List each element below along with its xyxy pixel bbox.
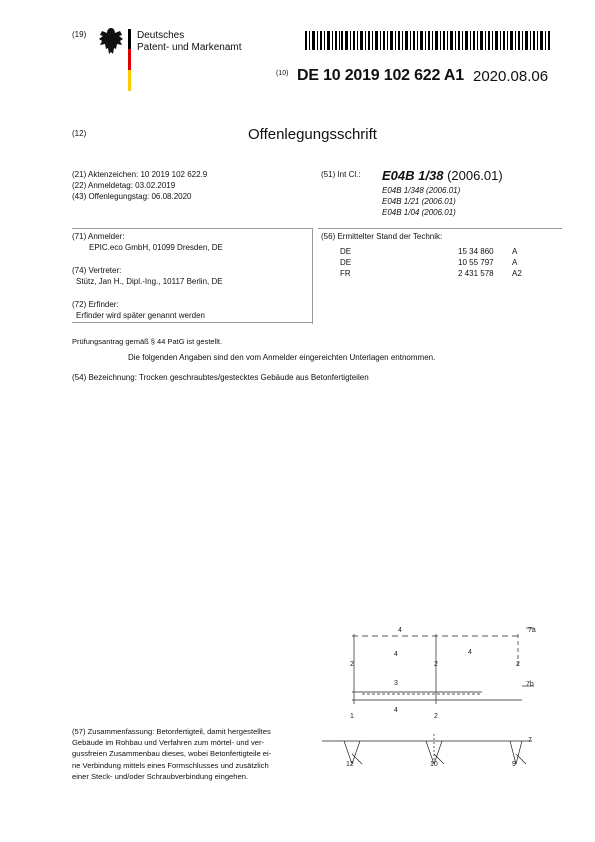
figure-label: 2 [434, 713, 438, 720]
barcode [305, 31, 551, 50]
filing-date: (22) Anmeldetag: 03.02.2019 [72, 181, 176, 190]
inventor-label: (72) Erfinder: [72, 300, 119, 309]
representative-label: (74) Vertreter: [72, 266, 122, 275]
applicant-block [72, 231, 223, 253]
exam-request-note: Prüfungsantrag gemäß § 44 PatG ist gestellt. [72, 337, 223, 346]
prior-art-country: DE [340, 258, 352, 267]
figure-label: 10 [430, 761, 438, 768]
prior-art-row [340, 268, 560, 279]
office-name [137, 30, 242, 54]
prior-art-kind: A [512, 258, 518, 267]
federal-eagle-logo [96, 26, 126, 60]
applicant-value: EPIC.eco GmbH, 01099 Dresden, DE [89, 243, 223, 252]
applicant-label: (71) Anmelder: [72, 232, 125, 241]
divider [318, 228, 562, 229]
inventor-value: Erfinder wird später genannt werden [76, 311, 205, 320]
publication-date-line: (43) Offenlegungstag: 06.08.2020 [72, 192, 192, 201]
document-type-title: Offenlegungsschrift [248, 126, 377, 143]
prior-art-row [340, 246, 560, 257]
ipc-secondary-item: E04B 1/04 (2006.01) [382, 208, 456, 217]
abstract [72, 726, 310, 782]
abstract-line: (57) Zusammenfassung: Betonfertigteil, damit hergestelltes [72, 727, 271, 736]
figure-label: 4 [398, 627, 402, 634]
prior-art-row [340, 257, 560, 268]
office-name-line1: Deutsches [137, 30, 185, 41]
figure-label: 1 [350, 713, 354, 720]
figure-label: 4 [394, 707, 398, 714]
bibliographic-dates [72, 169, 207, 202]
figure-label: 7b [526, 681, 534, 688]
inid-code-12: (12) [72, 129, 87, 138]
invention-title [72, 372, 369, 383]
figure-label: 3 [394, 680, 398, 687]
invention-title-value: Trocken geschraubtes/gestecktes Gebäude aus Betonfertigteilen [139, 373, 369, 382]
abstract-line: einer Steck- und/oder Schraubverbindung eingehen. [72, 771, 249, 781]
prior-art-kind: A2 [512, 269, 522, 278]
figure-label: 9 [512, 761, 516, 768]
prior-art-number: 15 34 860 [458, 247, 494, 256]
abstract-line: ne Verbindung mittels eines Formschlusses und zusätzlich [72, 760, 269, 770]
figure-label: 7 [528, 737, 532, 744]
figure-label: 12 [346, 761, 354, 768]
abstract-line: Gebäude im Rohbau und Verfahren zum mörtel- und ver- [72, 738, 265, 748]
figure-label: 7a [528, 627, 536, 634]
prior-art-country: DE [340, 247, 352, 256]
application-number: (21) Aktenzeichen: 10 2019 102 622.9 [72, 170, 208, 179]
publication-number: DE 10 2019 102 622 A1 [297, 67, 464, 84]
abstract-line: gussfreien Zusammenbau dieses, wobei Betonfertigteile ei- [72, 749, 272, 759]
figure-label: 2 [516, 661, 520, 668]
divider [72, 228, 312, 229]
prior-art-number: 10 55 797 [458, 258, 494, 267]
ipc-main-year: (2006.01) [447, 168, 503, 183]
ipc-secondary-item: E04B 1/21 (2006.01) [382, 197, 456, 206]
ipc-main [382, 168, 503, 183]
prior-art-label: (56) Ermittelter Stand der Technik: [321, 232, 443, 241]
figure-label: 4 [394, 651, 398, 658]
ipc-secondary-item: E04B 1/348 (2006.01) [382, 186, 461, 195]
prior-art-table [340, 246, 560, 279]
figure-label: 2 [434, 661, 438, 668]
patent-drawing [322, 614, 552, 774]
representative-value: Stütz, Jan H., Dipl.-Ing., 10117 Berlin, DE [76, 277, 223, 286]
flag-stripe [128, 29, 131, 91]
publication-date: 2020.08.06 [473, 68, 549, 85]
disclaimer-note: Die folgenden Angaben sind den vom Anmelder eingereichten Unterlagen entnommen. [128, 353, 436, 362]
prior-art-kind: A [512, 247, 518, 256]
divider [312, 228, 313, 324]
inid-code-10: (10) [276, 70, 289, 77]
ipc-label: (51) Int Cl.: [321, 170, 361, 179]
figure-label: 2 [350, 661, 354, 668]
prior-art-country: FR [340, 269, 351, 278]
figure-label: 4 [468, 649, 472, 656]
inid-code-19: (19) [72, 30, 87, 39]
prior-art-number: 2 431 578 [458, 269, 494, 278]
inventor-block [72, 299, 205, 321]
ipc-main-code: E04B 1/38 [382, 168, 444, 183]
invention-title-label: (54) Bezeichnung: [72, 373, 137, 382]
ipc-secondary [382, 185, 460, 218]
divider [72, 322, 312, 323]
representative-block [72, 265, 223, 287]
office-name-line2: Patent- und Markenamt [137, 42, 242, 53]
